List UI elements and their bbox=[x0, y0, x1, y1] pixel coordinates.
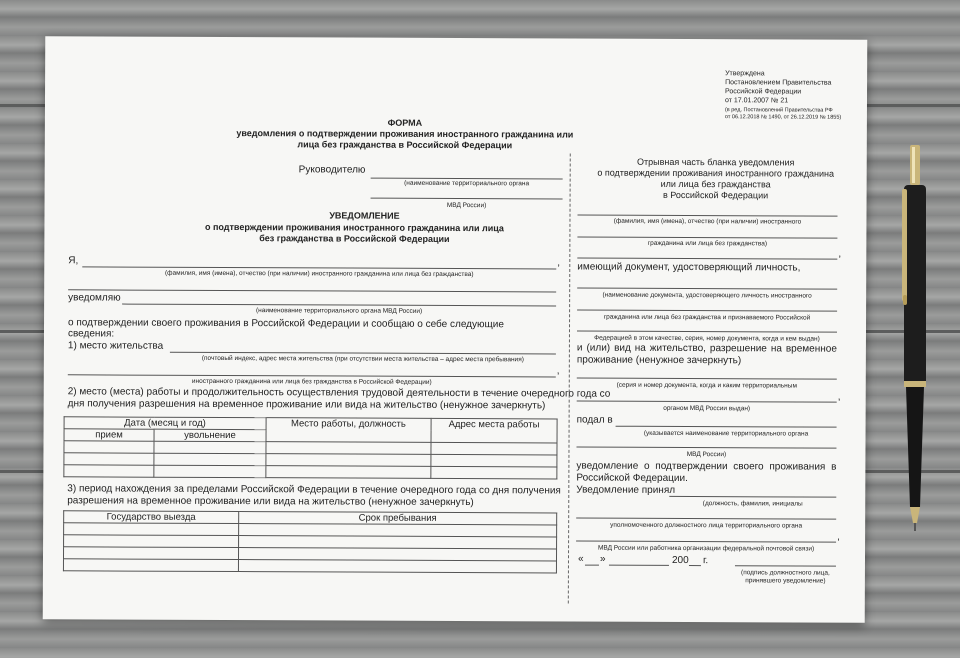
submitted-field-2[interactable] bbox=[576, 447, 836, 449]
accepted-field-2[interactable] bbox=[576, 518, 836, 520]
pen-icon bbox=[898, 145, 932, 535]
tearoff-title: Отрывная часть бланка уведомления bbox=[636, 156, 795, 168]
date-quote: » bbox=[599, 553, 606, 565]
notification-subtitle: без гражданства в Российской Федерации bbox=[259, 233, 450, 244]
hint-position: (должность, фамилия, инициалы bbox=[702, 500, 803, 508]
date-year-field[interactable] bbox=[689, 565, 701, 566]
date-quote: « bbox=[577, 553, 584, 565]
hint-sign: (подпись должностного лица, bbox=[741, 569, 830, 577]
doc-field-3[interactable] bbox=[577, 331, 837, 333]
hint-mvd-organ: (наименование территориального органа МВД России) bbox=[255, 307, 423, 315]
approval-line: от 17.01.2007 № 21 bbox=[724, 97, 789, 105]
approval-line: Утверждена bbox=[725, 70, 765, 78]
signature-field[interactable] bbox=[735, 565, 836, 566]
col-state: Государство выезда bbox=[64, 511, 239, 524]
residence-text: и (или) вид на жительство, разрешение на временное bbox=[576, 342, 837, 355]
hint-fio: гражданина или лица без гражданства) bbox=[647, 239, 768, 248]
doc-field[interactable] bbox=[577, 288, 837, 290]
accepted-field-3[interactable] bbox=[576, 541, 836, 543]
notification-title: УВЕДОМЛЕНИЕ bbox=[329, 210, 400, 221]
col-addr: Адрес места работы bbox=[431, 418, 557, 443]
residence-label: 1) место жительства bbox=[67, 340, 164, 352]
notification-form-sheet bbox=[43, 36, 868, 623]
tear-line bbox=[568, 153, 571, 603]
form-title: ФОРМА bbox=[387, 117, 423, 128]
addressee-label: Руководителю bbox=[298, 164, 366, 176]
hint-doc: гражданина или лица без гражданства и признаваемого Российской bbox=[603, 313, 811, 322]
doc-field-2[interactable] bbox=[577, 310, 837, 312]
col-job: Место работы, должность bbox=[266, 418, 431, 443]
series-field[interactable] bbox=[577, 378, 837, 380]
accepted-field[interactable] bbox=[669, 496, 836, 498]
hint-doc: Федерацией в этом качестве, серия, номер документа, когда и кем выдан) bbox=[594, 334, 820, 343]
work-table bbox=[63, 416, 557, 479]
id-doc-label: имеющий документ, удостоверяющий личность, bbox=[577, 261, 801, 274]
tearoff-title: или лица без гражданства bbox=[660, 178, 771, 190]
hint-official: уполномоченного должностного лица территориального органа bbox=[610, 521, 803, 530]
notification-subtitle: о подтверждении проживания иностранного гражданина или лица bbox=[204, 221, 504, 234]
hint-mvd: МВД России) bbox=[686, 451, 727, 459]
hint-organ: (наименование территориального органа bbox=[404, 179, 530, 188]
abroad-text: разрешения на временное проживание или вида на жительство (ненужное зачеркнуть) bbox=[67, 495, 474, 509]
date-month-field[interactable] bbox=[609, 565, 669, 566]
col-hire: прием bbox=[64, 429, 154, 441]
work-text: дня получения разрешения на временное проживание или вида на жительство (ненужное зачеркнуть) bbox=[67, 398, 546, 412]
addressee-line-2[interactable] bbox=[371, 198, 563, 200]
tearoff-fio-field-2[interactable] bbox=[577, 237, 837, 239]
comma: , bbox=[556, 365, 560, 377]
hint-person: иностранного гражданина или лица без гражданства в Российской Федерации) bbox=[191, 377, 432, 386]
hint-address: (почтовый индекс, адрес места жительства (при отсутствии места жительства – адрес места пребывания) bbox=[201, 354, 524, 364]
date-day-field[interactable] bbox=[585, 565, 599, 566]
col-fire: увольнение bbox=[154, 429, 266, 441]
hint-sign: принявшего уведомление) bbox=[745, 577, 826, 585]
date-suffix: г. bbox=[702, 555, 709, 567]
form-subtitle: уведомления о подтверждении проживания иностранного гражданина или bbox=[236, 128, 574, 140]
approval-note: (в ред. Постановлений Правительства РФ bbox=[724, 107, 833, 114]
hint-doc: (наименование документа, удостоверяющего личность иностранного bbox=[602, 291, 812, 300]
hint-mvd: МВД России) bbox=[446, 201, 487, 210]
submitted-field[interactable] bbox=[616, 426, 837, 428]
tearoff-fio-field-3[interactable] bbox=[577, 258, 837, 260]
notice-text: Российской Федерации. bbox=[576, 472, 688, 485]
comma: , bbox=[837, 531, 840, 543]
hint-organ: (указывается наименование территориального органа bbox=[643, 429, 809, 438]
col-term: Срок пребывания bbox=[239, 512, 557, 525]
approval-block bbox=[45, 36, 867, 121]
comma: , bbox=[837, 391, 841, 403]
work-text: 2) место (места) работы и продолжительность осуществления трудовой деятельности в течение очередного года со bbox=[67, 386, 611, 400]
col-date: Дата (месяц и год) bbox=[64, 417, 266, 430]
accepted-label: Уведомление принял bbox=[576, 484, 676, 496]
abroad-text: 3) период нахождения за пределами Российской Федерации в течение очередного года со дня получения bbox=[67, 483, 561, 497]
hint-fio: (фамилия, имя (имена), отчество (при наличии) иностранного bbox=[613, 217, 802, 226]
hint-issuer: органом МВД России выдан) bbox=[663, 404, 751, 413]
submitted-label: подал в bbox=[576, 414, 613, 426]
approval-note: от 06.12.2018 № 1490, от 26.12.2019 № 1855) bbox=[724, 114, 842, 121]
series-field-2[interactable] bbox=[577, 401, 837, 403]
confirm-text: сведения: bbox=[67, 328, 115, 340]
hint-postal: МВД России или работника организации федеральной почтовой связи) bbox=[597, 544, 815, 553]
tearoff-title: в Российской Федерации bbox=[662, 189, 769, 201]
table-row bbox=[64, 465, 557, 479]
comma: , bbox=[557, 257, 561, 269]
form-subtitle: лица без гражданства в Российской Федерации bbox=[297, 139, 513, 151]
ya-label: Я, bbox=[68, 255, 79, 267]
abroad-table bbox=[63, 510, 557, 573]
hint-series: (серия и номер документа, когда и каким территориальным bbox=[616, 381, 797, 390]
tearoff-title: о подтверждении проживания иностранного гражданина bbox=[597, 167, 835, 179]
comma: , bbox=[838, 248, 842, 260]
table-row bbox=[63, 559, 556, 573]
notify-label: уведомляю bbox=[68, 292, 121, 304]
approval-line: Постановлением Правительства bbox=[725, 79, 832, 87]
hint-fio: (фамилия, имя (имена), отчество (при наличии) иностранного гражданина или лица без гражданства) bbox=[164, 269, 474, 279]
residence-text: проживание (ненужное зачеркнуть) bbox=[576, 354, 742, 367]
tearoff-fio-field[interactable] bbox=[577, 215, 837, 217]
approval-line: Российской Федерации bbox=[725, 88, 802, 96]
date-year: 200 bbox=[671, 554, 689, 567]
confirm-text: о подтверждении своего проживания в Российской Федерации и сообщаю о себе следующие bbox=[68, 317, 504, 331]
fio-field-2[interactable] bbox=[68, 289, 556, 292]
notice-text: уведомление о подтверждении своего проживания в bbox=[576, 460, 837, 473]
